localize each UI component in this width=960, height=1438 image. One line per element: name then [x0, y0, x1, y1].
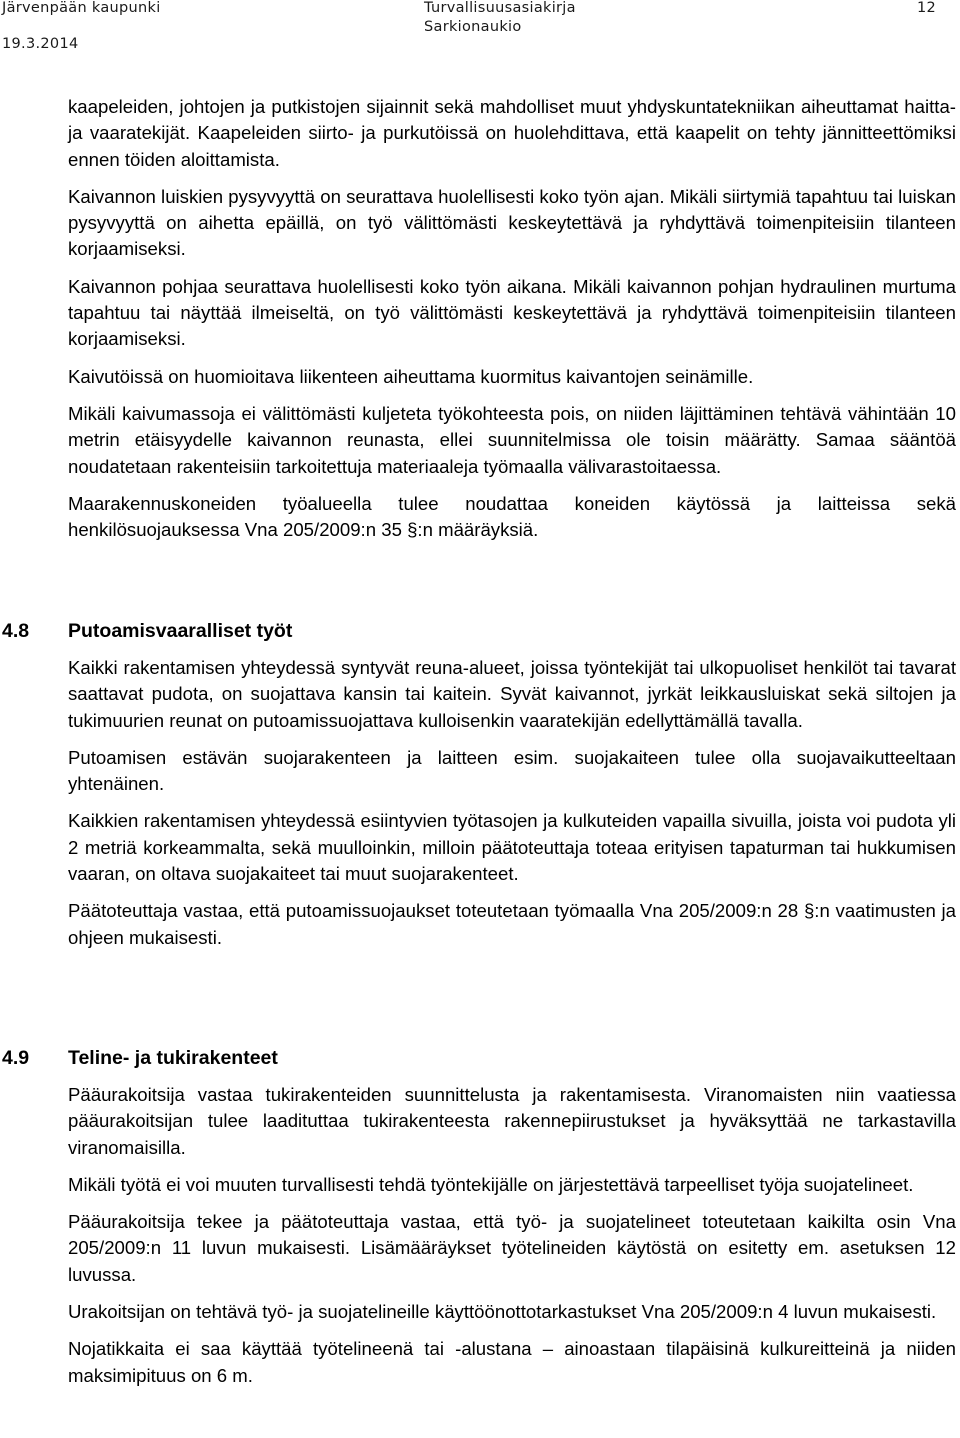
paragraph: Kaivutöissä on huomioitava liikenteen aiheuttama kuormitus kaivantojen seinämille. — [68, 365, 754, 387]
header-subtitle: Sarkionaukio — [424, 19, 522, 35]
paragraph: Pääurakoitsija vastaa tukirakenteiden suunnittelusta ja rakentamisesta. Viranomaisten niin vaatiessa pääurakoitsijan tulee laadituttaa tukirakenteesta rakennepiirustukset ja hyväksyttää ne tarkastavilla viranomaisilla. — [68, 1084, 956, 1158]
body-block-4-9 — [68, 1082, 956, 1400]
paragraph: Kaivannon pohjaa seurattava huolellisesti koko työn aikana. Mikäli kaivannon pohjan hydraulinen murtuma tapahtuu tai näyttää ilmeiseltä, on työ välittömästi keskeytettävä ja ryhdyttävä toimenpiteisiin tilanteen korjaamiseksi. — [68, 275, 956, 350]
paragraph: Mikäli työtä ei voi muuten turvallisesti tehdä työntekijälle on järjestettävä tarpeelliset työja suojatelineet. — [68, 1173, 914, 1195]
body-block-4-8 — [68, 655, 956, 962]
header-date: 19.3.2014 — [2, 36, 79, 52]
paragraph: Kaikki rakentamisen yhteydessä syntyvät reuna-alueet, joissa työntekijät tai ulkopuoliset henkilöt tai tavarat saattavat pudota, on suojattava kansin tai kaitein. Syvät kaivannot, jyrkät leikkausluiskat sekä siltojen ja tukimuurien reunat on putoamissuojattava kulloisenkin vaaratekijän edellyttämällä tavalla. — [68, 657, 956, 731]
header-document-title: Turvallisuusasiakirja — [424, 0, 576, 16]
section-number: 4.8 — [2, 620, 30, 642]
paragraph: kaapeleiden, johtojen ja putkistojen sijainnit sekä mahdolliset muut yhdyskuntatekniikan aiheuttamat haitta- ja vaaratekijät. Kaapeleiden siirto- ja purkutöissä on huolehdittava, että kaapelit on tehty jännitteettömiksi ennen töiden aloittamista. — [68, 96, 956, 170]
body-block-1 — [68, 94, 956, 554]
paragraph: Kaivannon luiskien pysyvyyttä on seurattava huolellisesti koko työn ajan. Mikäli siirtymiä tapahtuu tai luiskan pysyvyyttä on aihetta epäillä, on työ välittömästi keskeytettävä ja ryhdyttävä toimenpiteisiin tilanteen korjaamiseksi. — [68, 185, 956, 260]
paragraph: Kaikkien rakentamisen yhteydessä esiintyvien työtasojen ja kulkuteiden vapailla sivuilla, joista voi pudota yli 2 metriä korkeammalta, sekä muulloinkin, milloin päätoteuttaja toteaa erityisen tapaturman tai hukkumisen vaaran, on oltava suojakaiteet tai muut suojarakenteet. — [68, 810, 956, 885]
paragraph: Putoamisen estävän suojarakenteen ja laitteen esim. suojakaiteen tulee olla suojavaikutteeltaan yhtenäinen. — [68, 746, 956, 795]
section-title: Putoamisvaaralliset työt — [68, 620, 293, 642]
paragraph: Mikäli kaivumassoja ei välittömästi kuljeteta työkohteesta pois, on niiden läjittäminen tehtävä vähintään 10 metrin etäisyydelle kaivannon reunasta, ellei suunnitelmissa ole toisin määrätty. Samaa sääntöä noudatetaan rakenteisiin tarkoitettuja materiaaleja työmaalla välivarastoitaessa. — [68, 402, 956, 477]
paragraph: Maarakennuskoneiden työalueella tulee noudattaa koneiden käytössä ja laitteissa sekä henkilösuojauksessa Vna 205/2009:n 35 §:n määräyksiä. — [68, 492, 956, 541]
paragraph: Päätoteuttaja vastaa, että putoamissuojaukset toteutetaan työmaalla Vna 205/2009:n 28 §:n vaatimusten ja ohjeen mukaisesti. — [68, 900, 956, 948]
header-page-number: 12 — [916, 0, 936, 16]
paragraph: Urakoitsijan on tehtävä työ- ja suojatelineille käyttöönottotarkastukset Vna 205/2009:n 4 luvun mukaisesti. — [68, 1301, 937, 1323]
section-number: 4.9 — [2, 1047, 30, 1069]
header-organization: Järvenpään kaupunki — [2, 0, 161, 16]
paragraph: Nojatikkaita ei saa käyttää työtelineenä tai -alustana – ainoastaan tilapäisinä kulkureitteinä ja niiden maksimipituus on 6 m. — [68, 1338, 956, 1386]
section-title: Teline- ja tukirakenteet — [68, 1047, 278, 1069]
page-header — [0, 0, 960, 60]
paragraph: Pääurakoitsija tekee ja päätoteuttaja vastaa, että työ- ja suojatelineet toteutetaan kaikilta osin Vna 205/2009:n 11 luvun mukaisesti. Lisämääräykset työtelineiden käytöstä on esitetty em. asetuksen 12 luvussa. — [68, 1211, 956, 1285]
